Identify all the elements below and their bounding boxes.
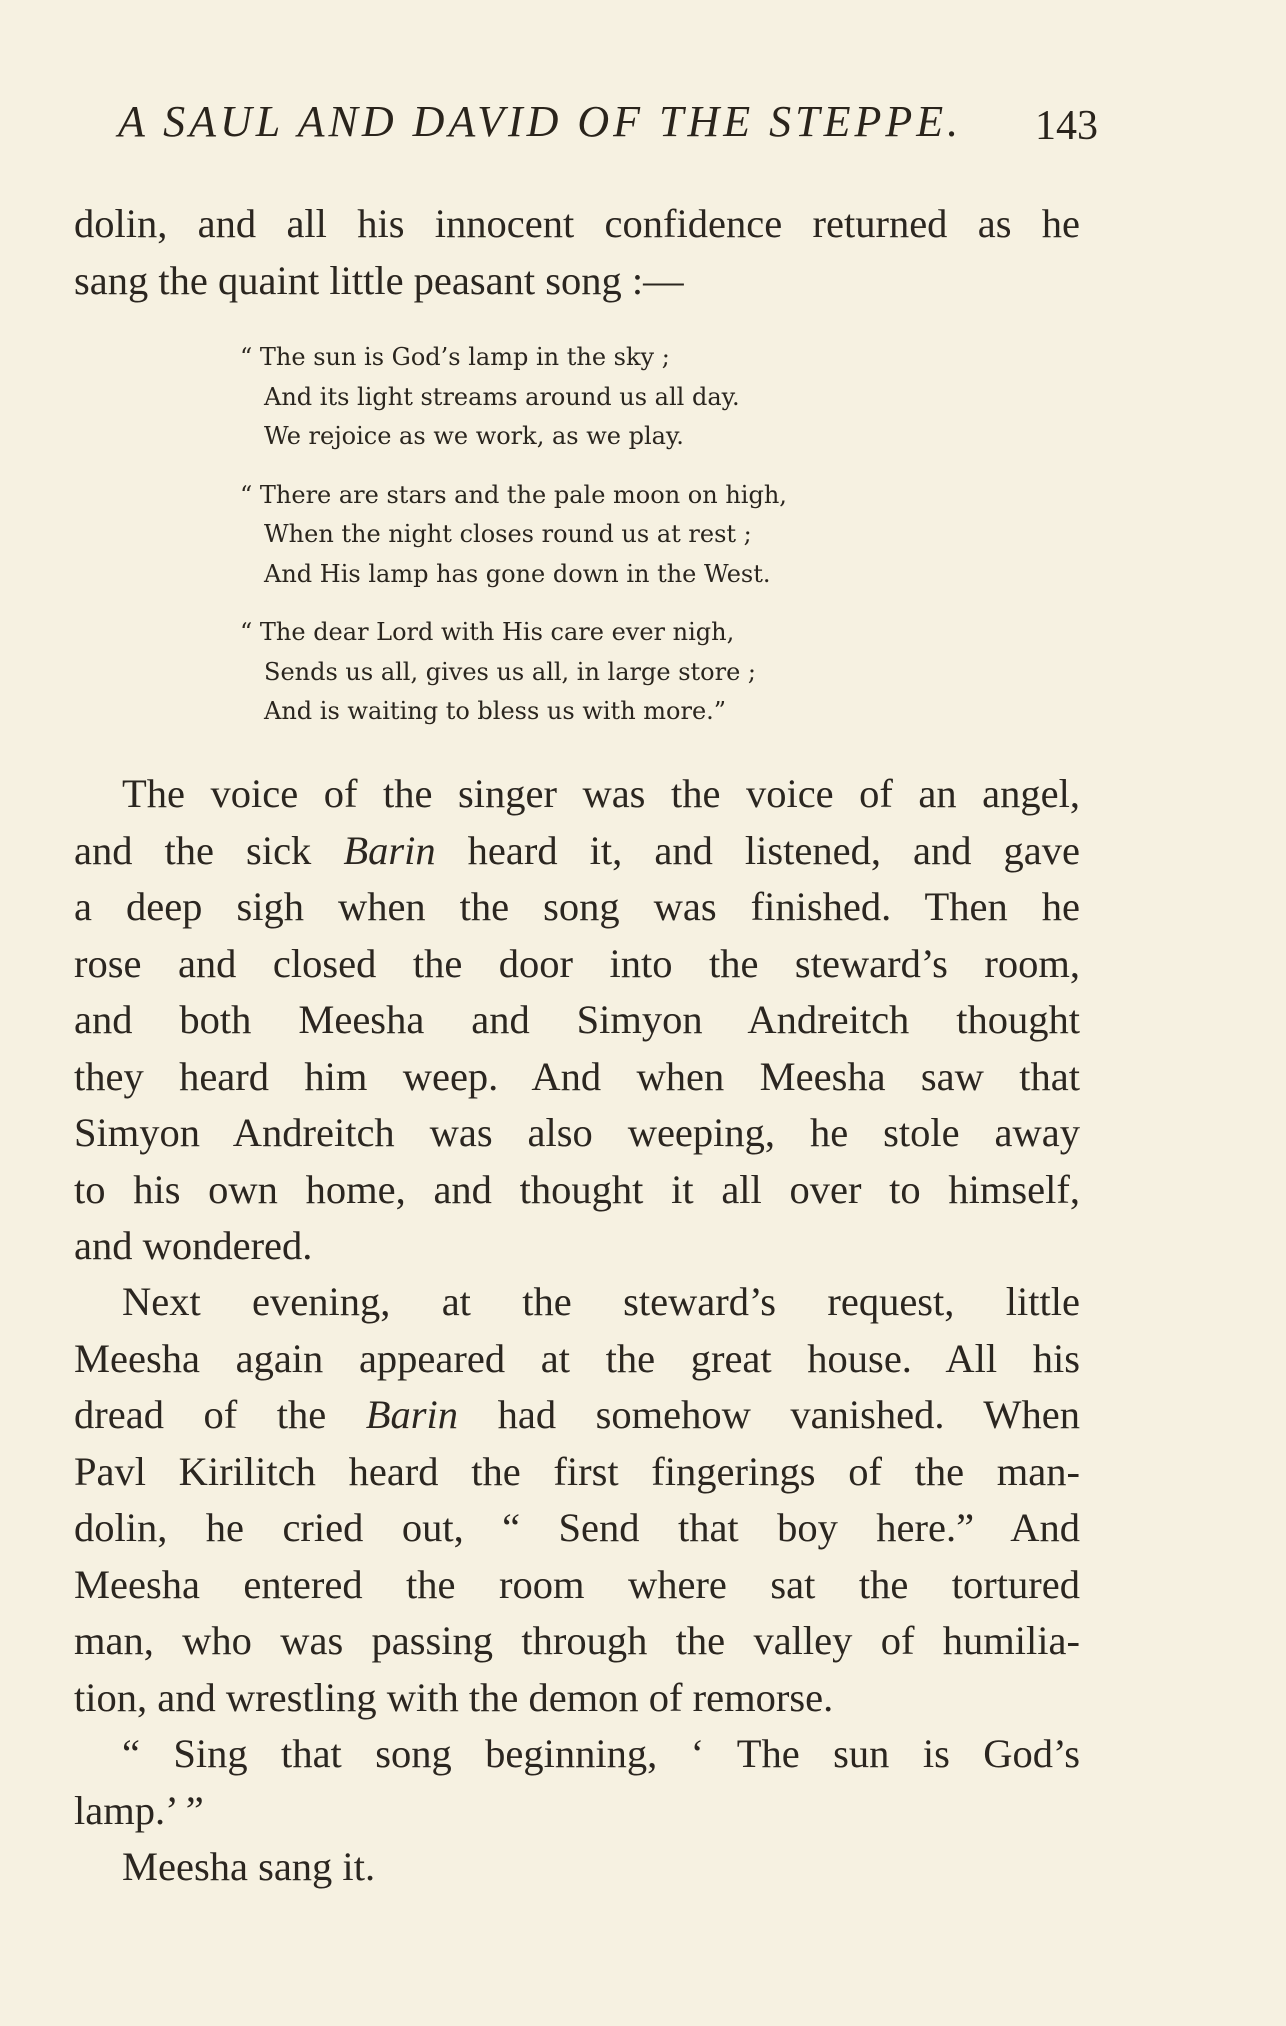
verse-line: When the night closes round us at rest ; [264,520,752,548]
stanza-2 [240,476,940,595]
song-verses [240,338,940,751]
text-line: to his own home, and thought it all over to himself, [74,1166,1080,1212]
text-line: rose and closed the door into the steward’s room, [74,940,1080,986]
text-line: lamp.’ ” [74,1787,204,1833]
text-line: Pavl Kirilitch heard the first fingerings of the man- [74,1448,1080,1494]
stanza-3 [240,613,940,732]
barin-italic: Barin [343,827,436,873]
text-line: sang the quaint little peasant song :— [74,257,684,303]
paragraph-sing-request [74,1726,1080,1839]
text-line: The voice of the singer was the voice of an angel, [122,771,1080,816]
running-title: A SAUL AND DAVID OF THE STEPPE. [118,97,963,146]
text-line: they heard him weep. And when Meesha saw that [74,1053,1080,1099]
paragraph-meesha-sang [74,1839,1080,1896]
text-line: Simyon Andreitch was also weeping, he stole away [74,1110,1080,1155]
opening-paragraph [74,196,1080,309]
barin-italic: Barin [365,1392,459,1437]
verse-line: And His lamp has gone down in the West. [264,559,771,588]
verse-line: “ The dear Lord with His care ever nigh, [240,618,735,646]
text-line: man, who was passing through the valley of humilia- [74,1618,1080,1663]
verse-line: “ The sun is God’s lamp in the sky ; [240,343,670,371]
verse-line: And is waiting to bless us with more.” [264,697,727,725]
text-line: and wondered. [74,1223,313,1268]
text-line: Meesha again appeared at the great house. All his [74,1335,1080,1381]
text-line: “ Sing that song beginning, ‘ The sun is God’s [122,1731,1080,1776]
text-line: Next evening, at the steward’s request, little [122,1279,1080,1324]
page-number: 143 [1035,103,1098,149]
verse-line: “ There are stars and the pale moon on high, [240,480,787,509]
paragraph-next-evening [74,1274,1080,1726]
verse-line: Sends us all, gives us all, in large store ; [264,657,757,686]
paragraph-singer-voice [74,766,1080,1275]
text-line: tion, and wrestling with the demon of remorse. [74,1674,834,1720]
text-line: Meesha sang it. [122,1844,376,1889]
stanza-1 [240,338,940,457]
text-line: and the sick Barin heard it, and listened, and gave [74,827,1080,873]
verse-line: We rejoice as we work, as we play. [264,422,684,450]
text-line: dread of the Barin had somehow vanished. When [74,1392,1080,1437]
text-line: Meesha entered the room where sat the tortured [74,1561,1080,1607]
text-line: dolin, and all his innocent confidence returned as he [74,201,1080,246]
page-header [118,96,1098,156]
text-line: and both Meesha and Simyon Andreitch thought [74,997,1080,1042]
text-line: dolin, he cried out, “ Send that boy here.” And [74,1505,1080,1550]
verse-line: And its light streams around us all day. [264,382,740,411]
text-line: a deep sigh when the song was finished. Then he [74,884,1080,929]
